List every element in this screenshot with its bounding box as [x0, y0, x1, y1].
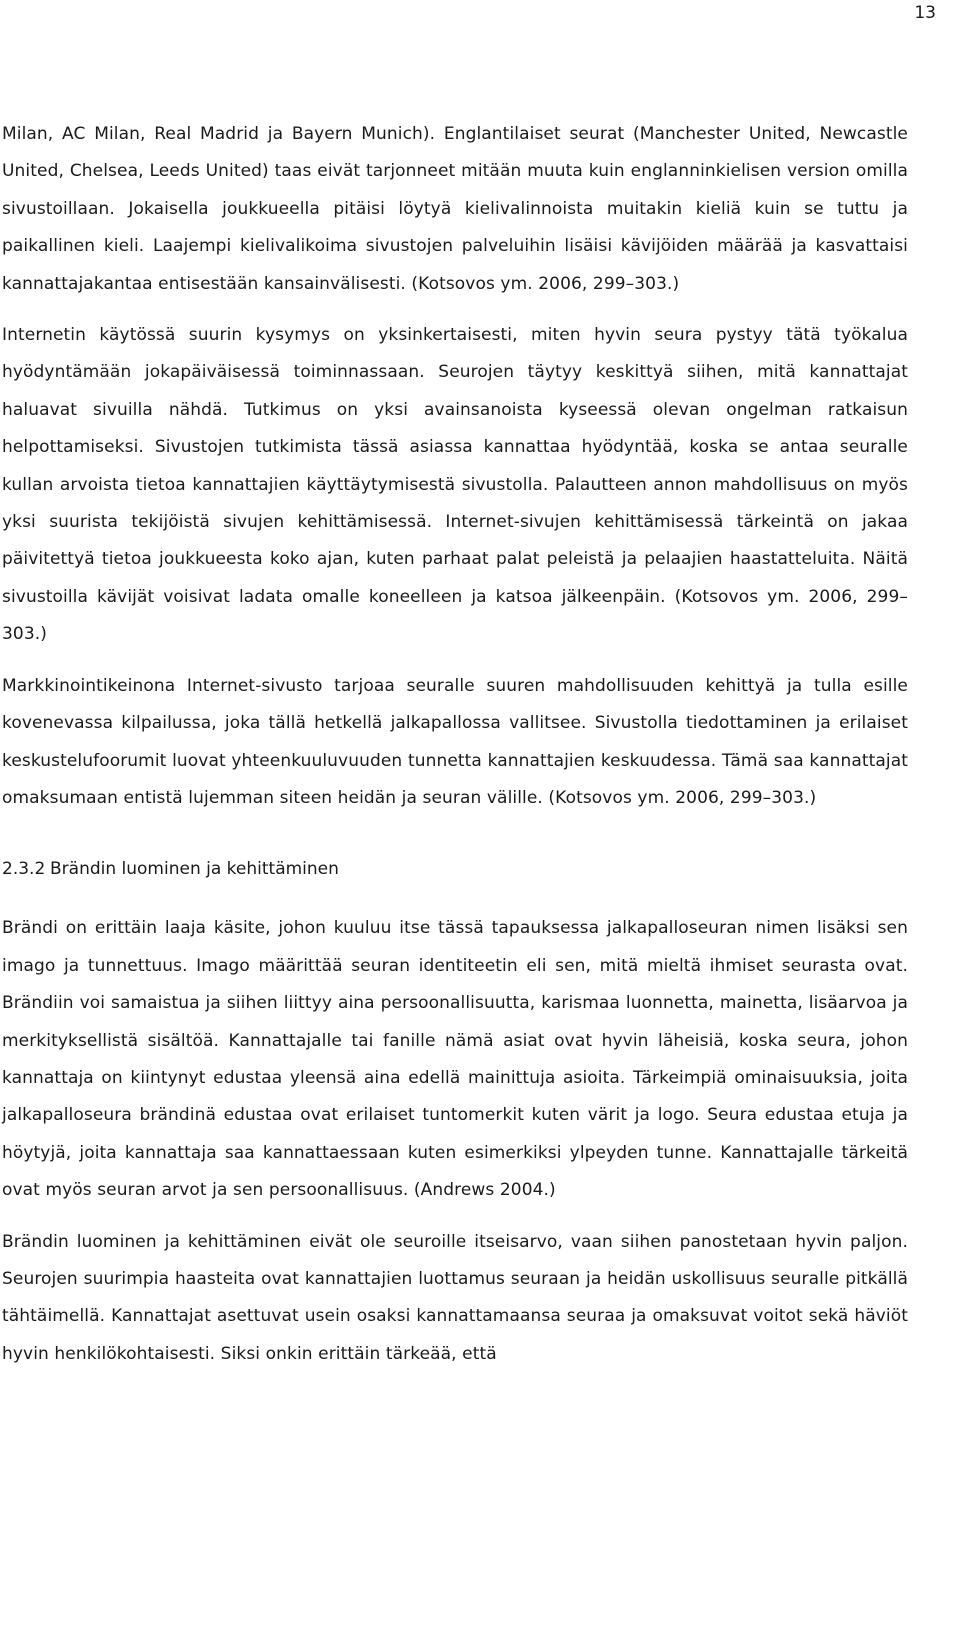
paragraph: Milan, AC Milan, Real Madrid ja Bayern Munich). Englantilaiset seurat (Manchester United, Newcastle United, Chelsea, Leeds United) taas eivät tarjonneet mitään muuta kuin englanninkielisen version omilla sivustoillaan. Jokaisella joukkueella pitäisi löytyä kielivalinnoista muitakin kieliä kuin se tuttu ja paikallinen kieli. Laajempi kielivalikoima sivustojen palveluihin lisäisi kävijöiden määrää ja kasvattaisi kannattajakantaa entisestään kansainvälisesti. (Kotsovos ym. 2006, 299–303.)	[2, 124, 908, 294]
paragraph: Markkinointikeinona Internet-sivusto tarjoaa seuralle suuren mahdollisuuden kehittyä ja tulla esille kovenevassa kilpailussa, joka tällä hetkellä jalkapallossa vallitsee. Sivustolla tiedottaminen ja erilaiset keskustelufoorumit luovat yhteenkuuluvuuden tunnetta kannattajien keskuudessa. Tämä saa kannattajat omaksumaan entistä lujemman siteen heidän ja seuran välille. (Kotsovos ym. 2006, 299–303.)	[2, 675, 908, 808]
paragraph: Brändi on erittäin laaja käsite, johon kuuluu itse tässä tapauksessa jalkapalloseuran nimen lisäksi sen imago ja tunnettuus. Imago määrittää seuran identiteetin eli sen, mitä mieltä ihmiset seurasta ovat. Brändiin voi samaistua ja siihen liittyy aina persoonallisuutta, karismaa luonnetta, mainetta, lisäarvoa ja merkityksellistä sisältöä. Kannattajalle tai fanille nämä asiat ovat hyvin läheisiä, koska seura, johon kannattaja on kiintynyt edustaa yleensä aina edellä mainittuja asioita. Tärkeimpiä ominaisuuksia, joita jalkapalloseura brändinä edustaa ovat erilaiset tuntomerkit kuten värit ja logo. Seura edustaa etuja ja höytyjä, joita kannattaja saa kannattaessaan kuten esimerkiksi ylpeyden tunne. Kannattajalle tärkeitä ovat myös seuran arvot ja sen persoonallisuus. (Andrews 2004.)	[2, 918, 908, 1201]
section-number: 2.3.2	[2, 859, 46, 880]
document-body	[2, 116, 908, 1373]
paragraph: Brändin luominen ja kehittäminen eivät ole seuroille itseisarvo, vaan siihen panostetaan hyvin paljon. Seurojen suurimpia haasteita ovat kannattajien luottamus seuraan ja heidän uskollisuus seuralle pitkällä tähtäimellä. Kannattajat asettuvat usein osaksi kannattamaansa seuraa ja omaksuvat voitot sekä häviöt hyvin henkilökohtaisesti. Siksi onkin erittäin tärkeää, että	[2, 1231, 908, 1364]
paragraph: Internetin käytössä suurin kysymys on yksinkertaisesti, miten hyvin seura pystyy tätä työkalua hyödyntämään jokapäiväisessä toiminnassaan. Seurojen täytyy keskittyä siihen, mitä kannattajat haluavat sivuilla nähdä. Tutkimus on yksi avainsanoista kyseessä olevan ongelman ratkaisun helpottamiseksi. Sivustojen tutkimista tässä asiassa kannattaa hyödyntää, koska se antaa seuralle kullan arvoista tietoa kannattajien käyttäytymisestä sivustolla. Palautteen annon mahdollisuus on myös yksi suurista tekijöistä sivujen kehittämisessä. Internet-sivujen kehittämisessä tärkeintä on jakaa päivitettyä tietoa joukkueesta koko ajan, kuten parhaat palat peleistä ja pelaajien haastatteluita. Näitä sivustoilla kävijät voisivat ladata omalle koneelleen ja katsoa jälkeenpäin. (Kotsovos ym. 2006, 299–303.)	[2, 325, 908, 645]
section-title: Brändin luominen ja kehittäminen	[50, 859, 339, 880]
page-number: 13	[914, 3, 936, 23]
section-heading	[2, 851, 908, 888]
